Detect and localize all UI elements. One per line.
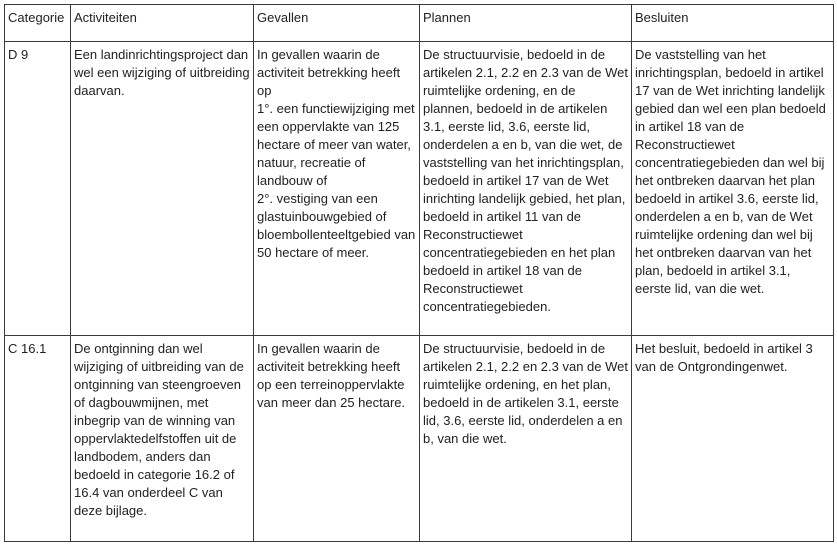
cell-text: De structuurvisie, bedoeld in de artikelen 2.1, 2.2 en 2.3 van de Wet ruimtelijke ordening, en de plannen, bedoeld in de artikelen 3.1, eerste lid, 3.6, eerste lid, onderdelen a en b, van die wet, de vaststelling van het inrichtingsplan, bedoeld in artikel 17 van de Wet inrichting landelijk gebied, het plan, bedoeld in artikel 11 van de Reconstructiewet concentratiegebieden en het plan bedoeld in artikel 18 van de Reconstructiewet concentratiegebieden. xyxy=(423,47,629,314)
cell-gevallen xyxy=(254,336,420,542)
cell-gevallen xyxy=(254,42,420,336)
header-plannen: Plannen xyxy=(420,5,632,42)
cell-categorie xyxy=(5,42,71,336)
cell-categorie xyxy=(5,336,71,542)
regulation-table xyxy=(4,4,834,542)
cell-besluiten xyxy=(632,42,834,336)
table-row xyxy=(5,42,834,336)
cell-activiteiten xyxy=(71,336,254,542)
table-row xyxy=(5,336,834,542)
cell-text: De structuurvisie, bedoeld in de artikelen 2.1, 2.2 en 2.3 van de Wet ruimtelijke ordening, en het plan, bedoeld in de artikelen 3.1, eerste lid, 3.6, eerste lid, onderdelen a en b, van die wet. xyxy=(423,341,629,446)
cell-text: In gevallen waarin de activiteit betrekking heeft op een terreinoppervlakte van meer dan 25 hectare. xyxy=(257,341,406,410)
header-categorie: Categorie xyxy=(5,5,71,42)
header-besluiten: Besluiten xyxy=(632,5,834,42)
cell-text: De vaststelling van het inrichtingsplan, bedoeld in artikel 17 van de Wet inrichting landelijk gebied dan wel een plan bedoeld in artikel 18 van de Reconstructiewet concentratiegebieden dan wel bij het ontbreken daarvan het plan bedoeld in artikel 3.6, eerste lid, onderdelen a en b, van de Wet ruimtelijke ordening dan wel bij het ontbreken daarvan van het plan, bedoeld in artikel 3.1, eerste lid, van die wet. xyxy=(635,47,826,296)
header-activiteiten: Activiteiten xyxy=(71,5,254,42)
table-header-row xyxy=(5,5,834,42)
cell-text: In gevallen waarin de activiteit betrekking heeft op 1°. een functiewijziging met een oppervlakte van 125 hectare of meer van water, natuur, recreatie of landbouw of 2°. vestiging van een glastuinbouwgebied of bloembollenteeltgebied van 50 hectare of meer. xyxy=(257,47,416,260)
cell-plannen xyxy=(420,336,632,542)
header-gevallen: Gevallen xyxy=(254,5,420,42)
cell-text: Een landinrichtingsproject dan wel een wijziging of uitbreiding daarvan. xyxy=(74,47,250,98)
cell-text: De ontginning dan wel wijziging of uitbreiding van de ontginning van steengroeven of dagbouwmijnen, met inbegrip van de winning van oppervlaktedelfstoffen uit de landbodem, anders dan bedoeld in categorie 16.2 of 16.4 van onderdeel C van deze bijlage. xyxy=(74,341,244,518)
cell-plannen xyxy=(420,42,632,336)
cell-text: D 9 xyxy=(8,47,29,62)
cell-text: C 16.1 xyxy=(8,341,47,356)
cell-text: Het besluit, bedoeld in artikel 3 van de Ontgrondingenwet. xyxy=(635,341,813,374)
cell-besluiten xyxy=(632,336,834,542)
cell-activiteiten xyxy=(71,42,254,336)
